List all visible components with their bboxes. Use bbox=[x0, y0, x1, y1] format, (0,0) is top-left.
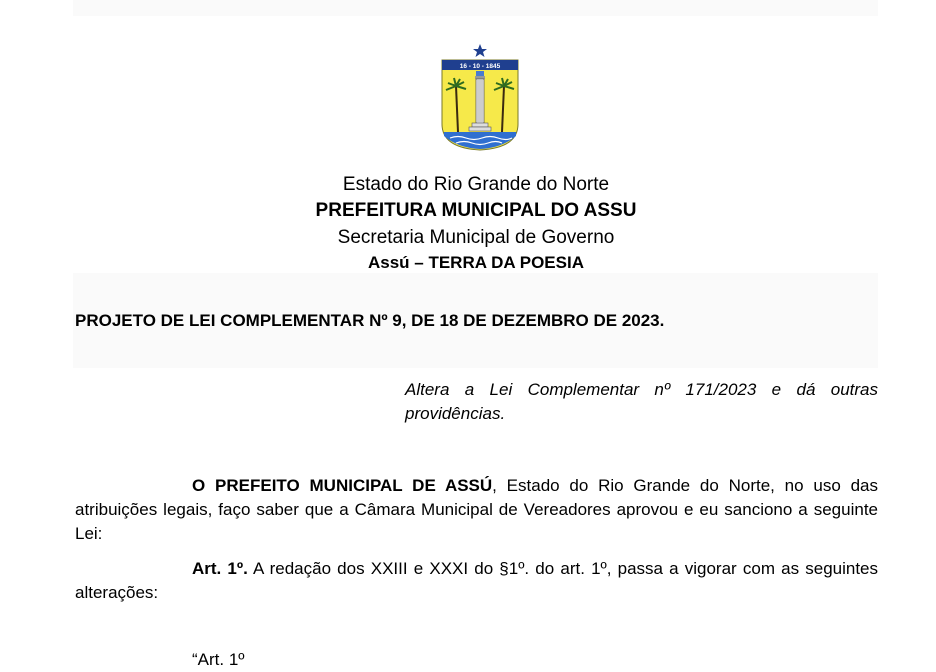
document-title: PROJETO DE LEI COMPLEMENTAR Nº 9, DE 18 DE DEZEMBRO DE 2023. bbox=[75, 311, 665, 330]
quoted-article-start: “Art. 1º bbox=[192, 650, 245, 669]
article-1-label: Art. 1º. bbox=[192, 559, 248, 578]
municipal-crest-logo bbox=[436, 42, 524, 154]
law-summary: Altera a Lei Complementar nº 171/2023 e dá outras providências. bbox=[405, 380, 878, 423]
preamble-subject: O PREFEITO MUNICIPAL DE ASSÚ bbox=[192, 476, 493, 495]
crest-date-text: 16 - 10 - 1845 bbox=[459, 63, 501, 70]
top-band bbox=[73, 0, 878, 16]
preamble-paragraph bbox=[75, 474, 878, 546]
article-1-paragraph bbox=[75, 557, 878, 605]
city-motto: Assú – TERRA DA POESIA bbox=[367, 253, 584, 272]
article-1-text: A redação dos XXIII e XXXI do §1º. do art. 1º, passa a vigorar com as seguintes alterações: bbox=[75, 559, 879, 602]
preamble-text: , Estado do Rio Grande do Norte, no uso das atribuições legais, faço saber que a Câmara Municipal de Vereadores aprovou e eu sanciono a seguinte Lei: bbox=[75, 476, 878, 543]
state-name: Estado do Rio Grande do Norte bbox=[342, 174, 610, 195]
prefecture-name: PREFEITURA MUNICIPAL DO ASSU bbox=[315, 200, 637, 221]
secretariat-name: Secretaria Municipal de Governo bbox=[337, 227, 615, 248]
